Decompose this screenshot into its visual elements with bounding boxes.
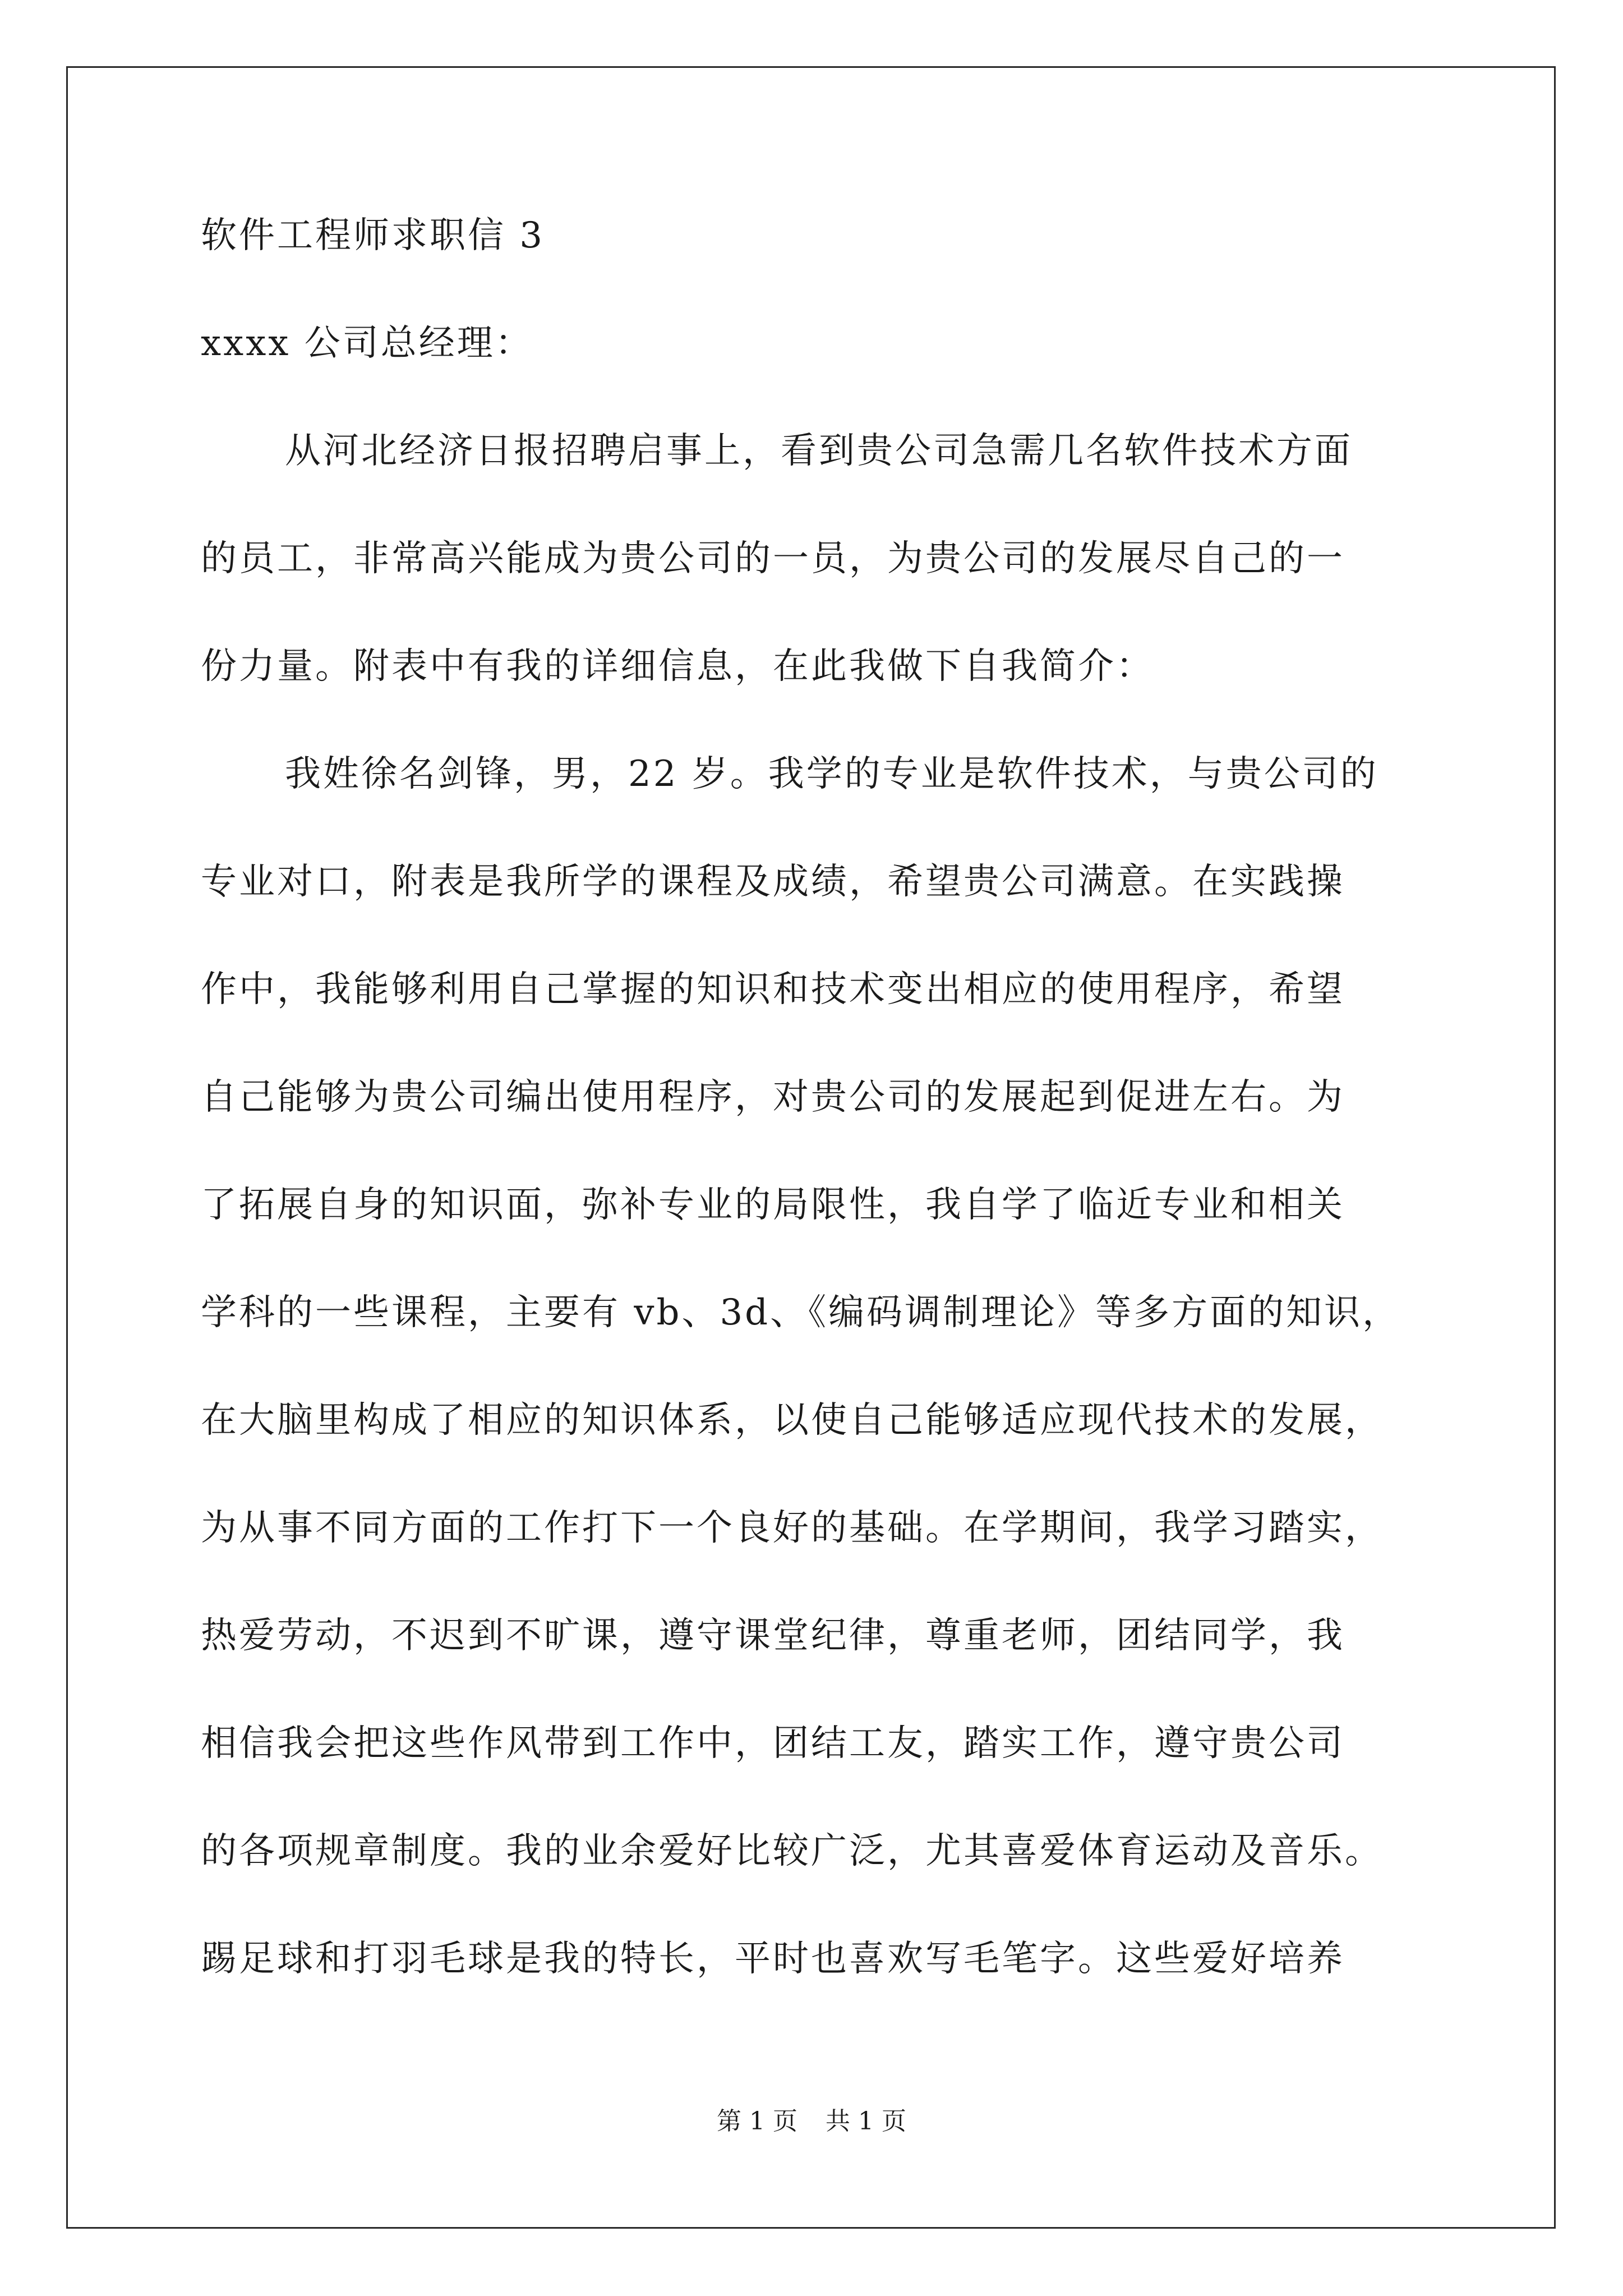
paragraph-line: 我姓徐名剑锋，男，22 岁。我学的专业是软件技术，与贵公司的 xyxy=(285,753,1378,795)
paragraph-line: 份力量。附表中有我的详细信息，在此我做下自我简介： xyxy=(201,646,1154,687)
paragraph-line: 学科的一些课程，主要有 vb、3d、《编码调制理论》等多方面的知识， xyxy=(201,1292,1401,1333)
paragraph-line: 专业对口，附表是我所学的课程及成绩，希望贵公司满意。在实践操 xyxy=(201,861,1345,903)
paragraph-line: 在大脑里构成了相应的知识体系，以使自己能够适应现代技术的发展， xyxy=(201,1400,1383,1441)
paragraph-line: 热爱劳动，不迟到不旷课，遵守课堂纪律，尊重老师，团结同学，我 xyxy=(201,1615,1345,1657)
document-title: 软件工程师求职信 3 xyxy=(201,215,545,256)
salutation: xxxx 公司总经理： xyxy=(201,323,533,364)
paragraph-line: 的各项规章制度。我的业余爱好比较广泛，尤其喜爱体育运动及音乐。 xyxy=(201,1830,1383,1872)
paragraph-line: 从河北经济日报招聘启事上，看到贵公司急需几名软件技术方面 xyxy=(285,430,1353,472)
page-total: 共 1 页 xyxy=(826,2107,906,2136)
paragraph-line: 相信我会把这些作风带到工作中，团结工友，踏实工作，遵守贵公司 xyxy=(201,1723,1345,1764)
paragraph-line: 的员工，非常高兴能成为贵公司的一员，为贵公司的发展尽自己的一 xyxy=(201,538,1345,579)
page-border xyxy=(66,66,1556,2229)
page-footer xyxy=(0,2105,1623,2138)
paragraph-line: 为从事不同方面的工作打下一个良好的基础。在学期间，我学习踏实， xyxy=(201,1507,1383,1549)
paragraph-line: 了拓展自身的知识面，弥补专业的局限性，我自学了临近专业和相关 xyxy=(201,1184,1345,1226)
paragraph-line: 作中，我能够利用自己掌握的知识和技术变出相应的使用程序，希望 xyxy=(201,969,1345,1010)
paragraph-line: 踢足球和打羽毛球是我的特长，平时也喜欢写毛笔字。这些爱好培养 xyxy=(201,1938,1345,1980)
page-number: 第 1 页 xyxy=(717,2107,797,2136)
paragraph-line: 自己能够为贵公司编出使用程序，对贵公司的发展起到促进左右。为 xyxy=(201,1076,1345,1118)
